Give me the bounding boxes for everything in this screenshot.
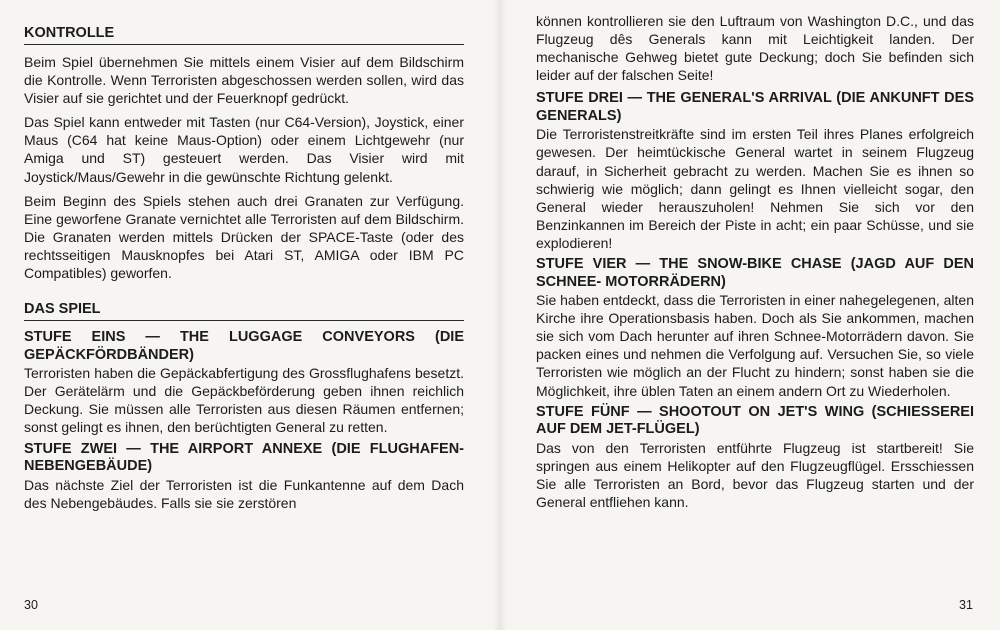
stage-1-heading: STUFE EINS — THE LUGGAGE CONVEYORS (DIE GEPÄCKFÖRDBÄNDER) xyxy=(24,329,464,363)
left-column xyxy=(24,24,464,516)
page-number-right: 31 xyxy=(959,598,973,612)
stage-5-text: Das von den Terroristen entführte Flugzeug ist startbereit! Sie springen aus einem Helikopter auf den Flugzeugflügel. Ersschiessen Sie alle Terroristen an Bord, bevor das Flugzeug starten und der General entfliehen kann. xyxy=(536,439,974,510)
stage-2-text: Das nächste Ziel der Terroristen ist die Funkantenne auf dem Dach des Nebengebäudes. Falls sie sie zerstören xyxy=(24,476,464,511)
stage-3-text: Die Terroristenstreitkräfte sind im ersten Teil ihres Planes erfolgreich gewesen. Der heimtückische General wartet in seinem Flugzeug darauf, in Sicherheit gebracht zu werden. Machen Sie es ihnen so schwierig wie möglich; dann gelingt es Ihnen vielleicht sogar, den General wieder herauszuholen! Nehmen Sie sich vor den Benzinkannen im Bereich der Piste in acht; ein paar Schüsse, und sie explodieren! xyxy=(536,126,974,251)
right-column xyxy=(536,12,974,515)
right-page xyxy=(500,0,1000,630)
kontrolle-paragraph-1: Beim Spiel übernehmen Sie mittels einem Visier auf dem Bildschirm die Kontrolle. Wenn Terroristen abgeschossen werden sollen, wird das Visier auf sie gerichtet und der Feuerknopf gedrückt. xyxy=(24,54,464,107)
stage-1-text: Terroristen haben die Gepäckabfertigung des Grossflughafens besetzt. Der Gerätelärm und die Gepäckbeförderung geben ihnen reichlich Deckung. Sie müssen alle Terroristen aus diesen Räumen entfernen; sonst gelingt es ihnen, den berüchtigten General zu retten. xyxy=(24,365,464,436)
stage-2-heading: STUFE ZWEI — THE AIRPORT ANNEXE (DIE FLUGHAFEN-NEBENGEBÄUDE) xyxy=(24,440,464,474)
page-number-left: 30 xyxy=(24,598,38,612)
stage-3-heading: STUFE DREI — THE GENERAL'S ARRIVAL (DIE ANKUNFT DES GENERALS) xyxy=(536,90,974,124)
stage-4-text: Sie haben entdeckt, dass die Terroristen in einer nahegelegenen, alten Kirche ihre Operationsbasis haben. Doch als Sie ankommen, machen sie sich vom Dach herunter auf ihren Schnee-Motorrädern davon. Sie packen eines und nehmen die Verfolgung auf. Versuchen Sie, so viele Terroristen wie möglich an der Flucht zu hindern; sonst haben sie die Möglichkeit, ihre üblen Taten an einem andern Ort zu Wiederholen. xyxy=(536,292,974,399)
stage-5-heading: STUFE FÜNF — SHOOTOUT ON JET'S WING (SCHIESSEREI AUF DEM JET-FLÜGEL) xyxy=(536,403,974,438)
stage-4-heading: STUFE VIER — THE SNOW-BIKE CHASE (JAGD AUF DEN SCHNEE- MOTORRÄDERN) xyxy=(536,256,974,290)
section-title-kontrolle: KONTROLLE xyxy=(24,24,464,45)
section-title-das-spiel: DAS SPIEL xyxy=(24,300,464,321)
kontrolle-paragraph-3: Beim Beginn des Spiels stehen auch drei Granaten zur Verfügung. Eine geworfene Granate vernichtet alle Terroristen auf dem Bildschirm. Die Granaten werden mittels Drücken der SPACE-Taste (oder des rechtsseitigen Mausknopfes bei Atari ST, AMIGA oder IBM PC Compatibles) geworfen. xyxy=(24,192,464,282)
stage-2-text-continued: können kontrollieren sie den Luftraum von Washington D.C., und das Flugzeug dês Generals kann mit Leichtigkeit landen. Der mechanische Gehweg bietet gute Deckung; doch Sie befinden sich leider auf der falschen Seite! xyxy=(536,13,974,84)
kontrolle-paragraph-2: Das Spiel kann entweder mit Tasten (nur C64-Version), Joystick, einer Maus (C64 hat keine Maus-Option) oder einem Lichtgewehr (nur Amiga und ST) gesteuert werden. Das Visier wird mit Joystick/Maus/Gewehr in die gewünschte Richtung gelenkt. xyxy=(24,114,464,185)
